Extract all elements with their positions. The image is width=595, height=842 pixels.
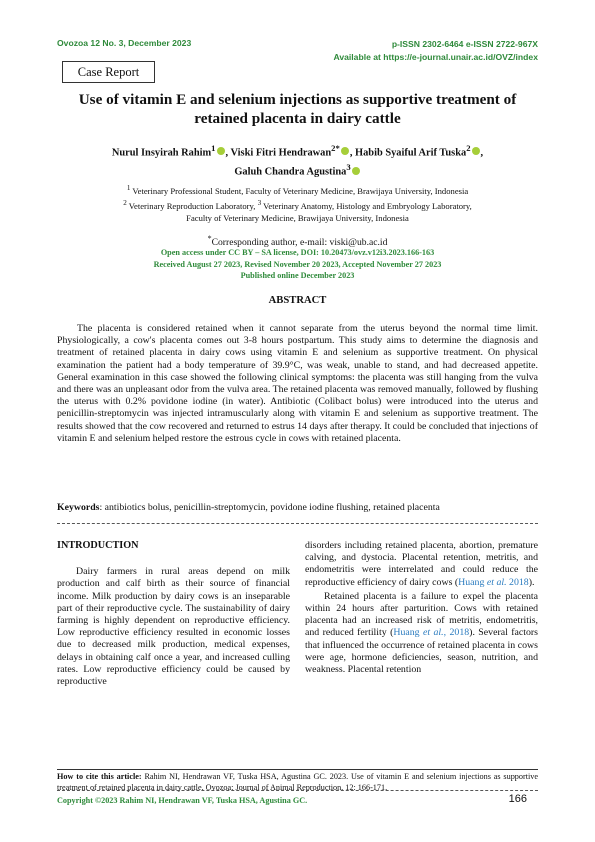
- author-name: Nurul Insyirah Rahim: [111, 147, 212, 159]
- affil-text: Veterinary Professional Student, Faculty of Veterinary Medicine, Brawijaya University, Indonesia: [132, 185, 469, 196]
- journal-url[interactable]: Available at https://e-journal.unair.ac.id/OVZ/index: [333, 52, 538, 62]
- citation-link[interactable]: [458, 577, 529, 588]
- published-date: Published online December 2023: [240, 271, 355, 281]
- author-name: Galuh Chandra Agustina: [234, 166, 347, 178]
- affil-sup: 1: [126, 184, 131, 192]
- text: ).: [528, 576, 535, 588]
- cite-etal: et al.: [486, 576, 507, 588]
- corr-sup: *: [207, 234, 212, 243]
- received-dates: Received August 27 2023, Revised November 20 2023, Accepted November 27 2023: [153, 259, 442, 269]
- section-heading: INTRODUCTION: [57, 540, 139, 551]
- page-number: 166: [508, 793, 527, 805]
- affil-sup: 2: [123, 198, 127, 207]
- orcid-icon[interactable]: [352, 167, 360, 175]
- author-sep: ,: [349, 147, 356, 159]
- corr-text: Corresponding author, e-mail: viski@ub.ac.id: [211, 237, 388, 249]
- affiliation-line: Faculty of Veterinary Medicine, Brawijaya University, Indonesia: [186, 212, 409, 223]
- affil-sup: 3: [257, 198, 262, 207]
- issn: p-ISSN 2302-6464 e-ISSN 2722-967X: [391, 39, 538, 49]
- text: disorders including retained placenta, abortion, premature calving, and dystocia. Placental retention, metritis, and endometritis were interrelated and could reduce the reproductive efficiency of dairy cows (: [305, 540, 538, 588]
- orcid-icon[interactable]: [341, 147, 349, 155]
- affil-text: Veterinary Anatomy, Histology and Embryology Laboratory,: [263, 200, 472, 211]
- paragraph: [305, 540, 538, 589]
- copyright: Copyright ©2023 Rahim NI, Hendrawan VF, Tuska HSA, Agustina GC.: [57, 796, 308, 805]
- author-name: Habib Syaiful Arif Tuska: [355, 147, 467, 159]
- orcid-icon[interactable]: [217, 147, 225, 155]
- journal-header-right: [333, 38, 538, 64]
- keywords: [57, 502, 538, 513]
- author-sup: 1: [211, 143, 216, 153]
- article-type: Case Report: [77, 65, 140, 79]
- text: ). Several factors that influenced the occurrence of retained placenta in cows were age, hormone deficiencies, season, nutrition, and weakness. Placental retention: [305, 627, 538, 676]
- author-list: [70, 141, 525, 180]
- footer-divider: [57, 790, 538, 791]
- affiliation-line: [50, 197, 545, 212]
- keywords-text: : antibiotics bolus, penicillin-streptomycin, povidone iodine flushing, retained placenta: [99, 502, 440, 513]
- orcid-icon[interactable]: [472, 147, 480, 155]
- affiliations: [50, 182, 545, 224]
- author-name: Viski Fitri Hendrawan: [230, 147, 332, 159]
- article-type-box: [62, 61, 155, 83]
- author-sup: 3: [346, 162, 351, 173]
- footer-rule: [57, 769, 538, 770]
- abstract-heading: ABSTRACT: [268, 295, 327, 306]
- article-meta: [50, 247, 545, 282]
- text: Retained placenta is a failure to expel the placenta within 24 hours after parturition. Cows with retained placenta had an increased risk of metritis, endometritis, and reduced fertility (: [305, 590, 538, 639]
- author-sep: ,: [225, 147, 231, 159]
- howto-text: Rahim NI, Hendrawan VF, Tuska HSA, Agustina GC. 2023. Use of vitamin E and selenium injections as supportive treatment of retained placenta in dairy cattle. Ovozoa: Journal of Animal Reproduction. 12: 166-171.: [57, 772, 538, 793]
- cite-etal: et al.: [423, 627, 444, 639]
- citation-link[interactable]: [393, 627, 469, 638]
- divider: [57, 523, 538, 524]
- paragraph: [305, 591, 538, 676]
- howto-label: How to cite this article:: [57, 772, 142, 781]
- cite-year: 2018: [506, 576, 529, 588]
- keywords-label: Keywords: [57, 502, 100, 513]
- cite-author: Huang: [458, 576, 487, 588]
- journal-issue: Ovozoa 12 No. 3, December 2023: [57, 38, 192, 48]
- affiliation-line: [50, 182, 545, 197]
- abstract-text: The placenta is considered retained when it cannot separate from the uterus beyond the normal time limit. Physiologically, a cow's placenta comes out 3-8 hours postpartum. This study aims to determine the diagnosis and treatment of retained placenta in dairy cows using vitamin E and selenium as supportive treatment. On physical examination the patient had a body temperature of 39.9°C, was weak, unable to stand, and had decreased appetite. General examination in this case showed the following clinical symptoms: the placenta was still hanging from the vulva and there was an unpleasant odor from the vulva area. The retained placenta was removed manually, followed by flushing the uterus with 0.2% povidone iodine (in water). Antibiotic (Colibact bolus) were introduced into the uterus and penicillin-streptomycin was injected intramuscularly along with vitamin E and selenium as supportive treatment. The results showed that the cow recovered and returned to estrus 14 days after therapy. It could be concluded that injections of vitamin E and selenium helped restore the estrous cycle in cows with retained placenta.: [57, 323, 538, 444]
- article-title: Use of vitamin E and selenium injections as supportive treatment of retained placenta in dairy cattle: [78, 91, 517, 127]
- affil-text: Veterinary Reproduction Laboratory,: [128, 200, 256, 211]
- author-sup: 2: [466, 143, 471, 153]
- column-right: [305, 540, 538, 676]
- cite-author: Huang: [393, 627, 423, 639]
- column-left: [57, 540, 290, 688]
- cite-year: , 2018: [443, 627, 470, 639]
- license-doi[interactable]: Open access under CC BY – SA license, DOI: 10.20473/ovz.v12i3.2023.166-163: [160, 248, 435, 257]
- paragraph: Dairy farmers in rural areas depend on milk production and calf birth as their source of financial income. Milk production by dairy cows is an inseparable part of their reproductive cycle. The sustainability of dairy farming is highly dependent on reproductive efficiency. Low reproductive efficiency resulted in economic losses due to decreased milk production, medical expenses, delays in obtaining calf once a year, and increased culling rates. Low reproductive efficiency could be caused by reproductive: [57, 566, 290, 688]
- author-sup: 2*: [331, 143, 340, 153]
- author-sep: ,: [480, 147, 484, 159]
